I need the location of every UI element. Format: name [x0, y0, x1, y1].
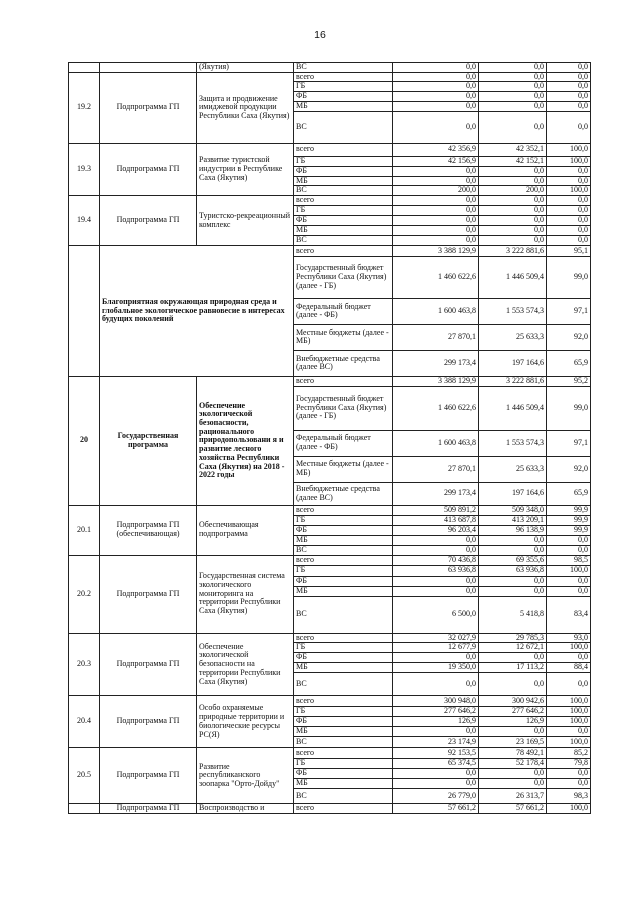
execution-percent: 100,0: [547, 156, 591, 166]
planned-value: 1 600 463,8: [393, 298, 479, 324]
actual-value: 509 348,0: [479, 505, 547, 515]
execution-percent: 99,9: [547, 505, 591, 515]
planned-value: 0,0: [393, 82, 479, 92]
funding-source: ФБ: [294, 216, 393, 226]
planned-value: 0,0: [393, 545, 479, 555]
actual-value: 0,0: [479, 779, 547, 789]
execution-percent: 0,0: [547, 727, 591, 737]
funding-source: ФБ: [294, 166, 393, 176]
planned-value: 0,0: [393, 727, 479, 737]
planned-value: 0,0: [393, 101, 479, 111]
funding-source: МБ: [294, 101, 393, 111]
planned-value: 12 677,9: [393, 643, 479, 653]
funding-source: МБ: [294, 176, 393, 186]
planned-value: 32 027,9: [393, 633, 479, 643]
execution-percent: 100,0: [547, 707, 591, 717]
funding-source: ВС: [294, 737, 393, 748]
funding-source: ГБ: [294, 643, 393, 653]
planned-value: 1 600 463,8: [393, 430, 479, 456]
funding-source: Федеральный бюджет (далее - ФБ): [294, 430, 393, 456]
planned-value: 0,0: [393, 235, 479, 245]
execution-percent: 92,0: [547, 456, 591, 482]
funding-source: Федеральный бюджет (далее - ФБ): [294, 298, 393, 324]
program-name: (Якутия): [197, 63, 294, 73]
actual-value: 29 785,3: [479, 633, 547, 643]
actual-value: 277 646,2: [479, 707, 547, 717]
execution-percent: 98,3: [547, 789, 591, 804]
actual-value: 0,0: [479, 82, 547, 92]
planned-value: 0,0: [393, 72, 479, 82]
planned-value: 0,0: [393, 535, 479, 545]
actual-value: 78 492,1: [479, 748, 547, 759]
execution-percent: 100,0: [547, 643, 591, 653]
planned-value: 299 173,4: [393, 350, 479, 376]
funding-source: ГБ: [294, 565, 393, 576]
actual-value: 197 164,6: [479, 482, 547, 505]
execution-percent: 65,9: [547, 350, 591, 376]
execution-percent: 65,9: [547, 482, 591, 505]
actual-value: 0,0: [479, 72, 547, 82]
funding-source: ГБ: [294, 206, 393, 216]
planned-value: 0,0: [393, 166, 479, 176]
program-type: Подпрограмма ГП: [100, 804, 197, 814]
actual-value: 25 633,3: [479, 456, 547, 482]
funding-source: ФБ: [294, 525, 393, 535]
actual-value: 3 222 881,6: [479, 245, 547, 256]
funding-source: ГБ: [294, 759, 393, 769]
program-name: Воспроизводство и: [197, 804, 294, 814]
actual-value: 0,0: [479, 226, 547, 236]
program-name: Обеспечение экологической безопасности на территории Республики Саха (Якутия): [197, 633, 294, 696]
actual-value: 1 446 509,4: [479, 386, 547, 430]
row-index: [69, 245, 100, 376]
actual-value: 63 936,8: [479, 565, 547, 576]
funding-source: ВС: [294, 673, 393, 696]
actual-value: 96 138,9: [479, 525, 547, 535]
funding-source: Местные бюджеты (далее - МБ): [294, 324, 393, 350]
actual-value: 0,0: [479, 206, 547, 216]
program-name: Защита и продвижение имиджевой продукции Республики Саха (Якутия): [197, 72, 294, 143]
table-row: [69, 143, 591, 156]
funding-source: ГБ: [294, 707, 393, 717]
planned-value: 0,0: [393, 216, 479, 226]
funding-source: всего: [294, 696, 393, 707]
actual-value: 200,0: [479, 186, 547, 196]
funding-source: ВС: [294, 63, 393, 73]
table-row: [69, 72, 591, 82]
table-row: [69, 196, 591, 206]
actual-value: 42 352,1: [479, 143, 547, 156]
row-index: 20.3: [69, 633, 100, 696]
funding-source: Внебюджетные средства (далее ВС): [294, 350, 393, 376]
planned-value: 0,0: [393, 92, 479, 102]
funding-source: ВС: [294, 596, 393, 633]
actual-value: 197 164,6: [479, 350, 547, 376]
row-index: 20: [69, 376, 100, 505]
program-name: Обеспечение экологической безопасности, рационального природопользовани я и развитие лесного хозяйства Республики Саха (Якутия) на 2018 - 2022 годы: [197, 376, 294, 505]
actual-value: 3 222 881,6: [479, 376, 547, 386]
execution-percent: 0,0: [547, 72, 591, 82]
funding-source: Государственный бюджет Республики Саха (Якутия) (далее - ГБ): [294, 386, 393, 430]
program-name: Благоприятная окружающая природная среда и глобальное экологическое равновесие в интересах будущих поколений: [100, 245, 294, 376]
execution-percent: 99,0: [547, 386, 591, 430]
planned-value: 0,0: [393, 111, 479, 143]
table-row: [69, 555, 591, 565]
actual-value: 42 152,1: [479, 156, 547, 166]
actual-value: 0,0: [479, 576, 547, 586]
funding-source: ВС: [294, 186, 393, 196]
program-name: Туристско-рекреационный комплекс: [197, 196, 294, 246]
execution-percent: 0,0: [547, 586, 591, 596]
actual-value: 0,0: [479, 586, 547, 596]
planned-value: 3 388 129,9: [393, 376, 479, 386]
table-row: [69, 63, 591, 73]
execution-percent: 0,0: [547, 545, 591, 555]
actual-value: 0,0: [479, 196, 547, 206]
actual-value: 0,0: [479, 63, 547, 73]
execution-percent: 0,0: [547, 779, 591, 789]
row-index: 19.2: [69, 72, 100, 143]
table-row: [69, 696, 591, 707]
planned-value: 27 870,1: [393, 324, 479, 350]
actual-value: 17 113,2: [479, 663, 547, 673]
actual-value: 1 553 574,3: [479, 298, 547, 324]
planned-value: 413 687,8: [393, 515, 479, 525]
funding-source: Государственный бюджет Республики Саха (Якутия) (далее - ГБ): [294, 256, 393, 298]
planned-value: 6 500,0: [393, 596, 479, 633]
execution-percent: 88,4: [547, 663, 591, 673]
planned-value: 0,0: [393, 226, 479, 236]
program-name: Государственная система экологического мониторинга на территории Республики Саха (Якутия): [197, 555, 294, 633]
table-row: [69, 748, 591, 759]
actual-value: 0,0: [479, 545, 547, 555]
funding-source: ВС: [294, 545, 393, 555]
actual-value: 0,0: [479, 769, 547, 779]
actual-value: 0,0: [479, 166, 547, 176]
funding-source: ФБ: [294, 717, 393, 727]
execution-percent: 95,1: [547, 245, 591, 256]
execution-percent: 85,2: [547, 748, 591, 759]
execution-percent: 100,0: [547, 186, 591, 196]
program-type: Подпрограмма ГП (обеспечивающая): [100, 505, 197, 555]
actual-value: 0,0: [479, 727, 547, 737]
planned-value: 0,0: [393, 653, 479, 663]
row-index: 19.3: [69, 143, 100, 196]
page-number: 16: [314, 29, 326, 41]
funding-source: МБ: [294, 779, 393, 789]
funding-source: всего: [294, 748, 393, 759]
execution-percent: 0,0: [547, 176, 591, 186]
funding-source: всего: [294, 143, 393, 156]
funding-source: Внебюджетные средства (далее ВС): [294, 482, 393, 505]
planned-value: 0,0: [393, 779, 479, 789]
execution-percent: 0,0: [547, 226, 591, 236]
actual-value: 300 942,6: [479, 696, 547, 707]
row-index: 20.4: [69, 696, 100, 748]
funding-source: ФБ: [294, 92, 393, 102]
funding-source: всего: [294, 555, 393, 565]
actual-value: 413 209,1: [479, 515, 547, 525]
execution-percent: 92,0: [547, 324, 591, 350]
planned-value: 65 374,5: [393, 759, 479, 769]
execution-percent: 97,1: [547, 298, 591, 324]
table-row: [69, 633, 591, 643]
program-type: Подпрограмма ГП: [100, 196, 197, 246]
program-name: Обеспечивающая подпрограмма: [197, 505, 294, 555]
planned-value: 200,0: [393, 186, 479, 196]
program-type: [100, 63, 197, 73]
actual-value: 0,0: [479, 216, 547, 226]
planned-value: 57 661,2: [393, 804, 479, 814]
actual-value: 25 633,3: [479, 324, 547, 350]
execution-percent: 0,0: [547, 101, 591, 111]
funding-source: МБ: [294, 586, 393, 596]
table-row: [69, 804, 591, 814]
execution-percent: 93,0: [547, 633, 591, 643]
actual-value: 0,0: [479, 653, 547, 663]
actual-value: 12 672,1: [479, 643, 547, 653]
row-index: 20.1: [69, 505, 100, 555]
funding-source: всего: [294, 245, 393, 256]
actual-value: 0,0: [479, 673, 547, 696]
planned-value: 299 173,4: [393, 482, 479, 505]
funding-source: ГБ: [294, 156, 393, 166]
execution-percent: 0,0: [547, 166, 591, 176]
funding-source: Местные бюджеты (далее - МБ): [294, 456, 393, 482]
row-index: [69, 63, 100, 73]
planned-value: 0,0: [393, 576, 479, 586]
planned-value: 19 350,0: [393, 663, 479, 673]
execution-percent: 0,0: [547, 63, 591, 73]
funding-source: ФБ: [294, 769, 393, 779]
funding-source: ВС: [294, 235, 393, 245]
row-index: [69, 804, 100, 814]
table-row: [69, 505, 591, 515]
execution-percent: 100,0: [547, 804, 591, 814]
program-type: Государственная программа: [100, 376, 197, 505]
funding-source: ГБ: [294, 82, 393, 92]
execution-percent: 83,4: [547, 596, 591, 633]
execution-percent: 0,0: [547, 111, 591, 143]
row-index: 20.5: [69, 748, 100, 804]
funding-source: всего: [294, 633, 393, 643]
row-index: 20.2: [69, 555, 100, 633]
table-row: [69, 245, 591, 256]
execution-percent: 100,0: [547, 565, 591, 576]
planned-value: 0,0: [393, 196, 479, 206]
planned-value: 92 153,5: [393, 748, 479, 759]
execution-percent: 0,0: [547, 82, 591, 92]
execution-percent: 100,0: [547, 143, 591, 156]
funding-source: ФБ: [294, 653, 393, 663]
planned-value: 509 891,2: [393, 505, 479, 515]
funding-source: МБ: [294, 226, 393, 236]
planned-value: 0,0: [393, 769, 479, 779]
actual-value: 23 169,5: [479, 737, 547, 748]
execution-percent: 0,0: [547, 653, 591, 663]
execution-percent: 0,0: [547, 769, 591, 779]
funding-source: всего: [294, 804, 393, 814]
actual-value: 1 446 509,4: [479, 256, 547, 298]
funding-source: всего: [294, 196, 393, 206]
actual-value: 0,0: [479, 101, 547, 111]
actual-value: 57 661,2: [479, 804, 547, 814]
table-row: [69, 376, 591, 386]
execution-percent: 99,9: [547, 525, 591, 535]
execution-percent: 0,0: [547, 92, 591, 102]
planned-value: 42 156,9: [393, 156, 479, 166]
execution-percent: 99,0: [547, 256, 591, 298]
program-type: Подпрограмма ГП: [100, 633, 197, 696]
row-index: 19.4: [69, 196, 100, 246]
actual-value: 0,0: [479, 235, 547, 245]
budget-table: [68, 62, 591, 814]
execution-percent: 79,8: [547, 759, 591, 769]
planned-value: 0,0: [393, 673, 479, 696]
program-type: Подпрограмма ГП: [100, 555, 197, 633]
planned-value: 0,0: [393, 63, 479, 73]
execution-percent: 0,0: [547, 535, 591, 545]
actual-value: 5 418,8: [479, 596, 547, 633]
funding-source: ВС: [294, 111, 393, 143]
planned-value: 277 646,2: [393, 707, 479, 717]
planned-value: 126,9: [393, 717, 479, 727]
execution-percent: 99,9: [547, 515, 591, 525]
planned-value: 63 936,8: [393, 565, 479, 576]
planned-value: 96 203,4: [393, 525, 479, 535]
funding-source: ГБ: [294, 515, 393, 525]
planned-value: 0,0: [393, 206, 479, 216]
funding-source: МБ: [294, 663, 393, 673]
execution-percent: 0,0: [547, 235, 591, 245]
program-name: Развитие республиканского зоопарка "Орто-Дойду": [197, 748, 294, 804]
actual-value: 69 355,6: [479, 555, 547, 565]
planned-value: 23 174,9: [393, 737, 479, 748]
planned-value: 1 460 622,6: [393, 256, 479, 298]
funding-source: МБ: [294, 535, 393, 545]
funding-source: МБ: [294, 727, 393, 737]
actual-value: 26 313,7: [479, 789, 547, 804]
execution-percent: 100,0: [547, 737, 591, 748]
planned-value: 27 870,1: [393, 456, 479, 482]
planned-value: 0,0: [393, 586, 479, 596]
execution-percent: 0,0: [547, 673, 591, 696]
execution-percent: 95,2: [547, 376, 591, 386]
actual-value: 0,0: [479, 535, 547, 545]
planned-value: 300 948,0: [393, 696, 479, 707]
actual-value: 0,0: [479, 92, 547, 102]
planned-value: 3 388 129,9: [393, 245, 479, 256]
execution-percent: 0,0: [547, 576, 591, 586]
program-name: Развитие туристской индустрии в Республике Саха (Якутия): [197, 143, 294, 196]
funding-source: всего: [294, 505, 393, 515]
execution-percent: 98,5: [547, 555, 591, 565]
planned-value: 1 460 622,6: [393, 386, 479, 430]
program-type: Подпрограмма ГП: [100, 72, 197, 143]
actual-value: 0,0: [479, 111, 547, 143]
funding-source: ФБ: [294, 576, 393, 586]
execution-percent: 100,0: [547, 717, 591, 727]
execution-percent: 0,0: [547, 206, 591, 216]
planned-value: 26 779,0: [393, 789, 479, 804]
program-type: Подпрограмма ГП: [100, 696, 197, 748]
planned-value: 42 356,9: [393, 143, 479, 156]
program-type: Подпрограмма ГП: [100, 748, 197, 804]
funding-source: ВС: [294, 789, 393, 804]
execution-percent: 0,0: [547, 196, 591, 206]
funding-source: всего: [294, 376, 393, 386]
actual-value: 126,9: [479, 717, 547, 727]
actual-value: 52 178,4: [479, 759, 547, 769]
execution-percent: 100,0: [547, 696, 591, 707]
execution-percent: 97,1: [547, 430, 591, 456]
actual-value: 0,0: [479, 176, 547, 186]
funding-source: всего: [294, 72, 393, 82]
planned-value: 70 436,8: [393, 555, 479, 565]
planned-value: 0,0: [393, 176, 479, 186]
program-name: Особо охраняемые природные территории и биологические ресурсы РС(Я): [197, 696, 294, 748]
actual-value: 1 553 574,3: [479, 430, 547, 456]
execution-percent: 0,0: [547, 216, 591, 226]
program-type: Подпрограмма ГП: [100, 143, 197, 196]
